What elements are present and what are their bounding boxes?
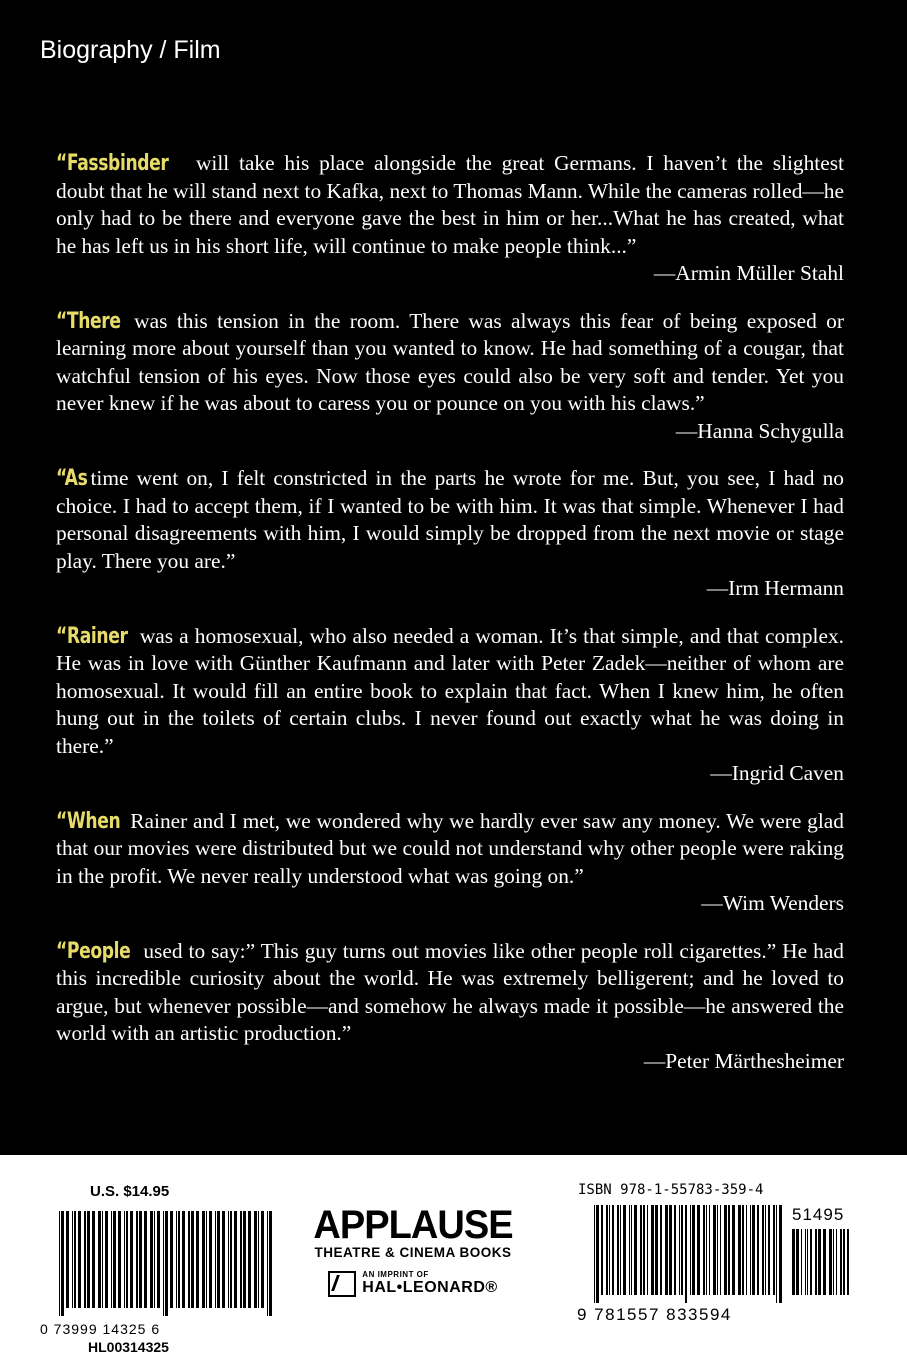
barcode-bar <box>154 1211 155 1308</box>
barcode-bar <box>623 1205 626 1295</box>
barcode-bar <box>776 1205 777 1303</box>
barcode-bar <box>810 1229 812 1295</box>
barcode-bar <box>240 1211 242 1308</box>
barcode-bar <box>643 1205 645 1295</box>
barcode-bar <box>717 1205 718 1295</box>
barcode-bar <box>709 1205 710 1295</box>
barcode-bar <box>258 1211 259 1308</box>
barcode-bar <box>768 1205 770 1295</box>
barcode-bar <box>606 1205 608 1295</box>
barcode-bar <box>191 1211 194 1308</box>
quote-block <box>56 938 844 1076</box>
barcode-bar <box>202 1211 205 1308</box>
quote-attribution: —Hanna Schygulla <box>675 418 844 443</box>
barcode-bar <box>267 1211 268 1316</box>
quote-attribution: —Peter Märthesheimer <box>643 1048 844 1073</box>
barcode-bar <box>612 1205 614 1295</box>
barcode-bar <box>157 1211 160 1308</box>
category-label: Biography / Film <box>40 36 221 64</box>
quote-attribution: —Irm Hermann <box>706 576 844 600</box>
quote-block <box>56 465 844 603</box>
barcode-bar <box>98 1211 101 1308</box>
barcode-bar <box>679 1205 680 1295</box>
barcode-bar <box>92 1211 95 1308</box>
barcode-bar <box>594 1205 595 1303</box>
barcode-bar <box>601 1205 603 1295</box>
barcode-bar <box>144 1211 147 1308</box>
barcode-bar <box>724 1205 727 1295</box>
barcode-bar <box>796 1229 799 1295</box>
barcode-bar <box>836 1229 837 1295</box>
quote-text: used to say:” This guy turns out movies like other people roll cigarettes.” He had this incredible curiosity about the world. He was extremely belligerent; and he loved to argue, but whenever possible—and somehow he always made it possible—he answered the world with an artistic production.” <box>56 938 844 1045</box>
barcode-bar <box>165 1211 168 1316</box>
barcode-bar <box>692 1205 695 1295</box>
barcode-bar <box>222 1211 225 1308</box>
barcode-bar <box>163 1211 164 1316</box>
quote-text: was this tension in the room. There was always this fear of being exposed or learning more about yourself than you wanted to know. He had something of a cougar, that watchful tension of his eyes. Now those eyes could also be very soft and tender. Yet you never knew if he was about to caress you or pounce on you with his claws.” <box>56 308 844 415</box>
barcode-bar <box>188 1211 190 1308</box>
imprint-of-label: AN IMPRINT OF <box>362 1270 429 1279</box>
barcode-bar <box>805 1229 806 1295</box>
addon-barcode <box>790 1229 854 1303</box>
barcode-bar <box>738 1205 741 1295</box>
isbn-label: ISBN 978-1-55783-359-4 <box>578 1182 764 1198</box>
barcode-bar <box>261 1211 264 1308</box>
barcode-bar <box>752 1205 755 1295</box>
barcode-bar <box>206 1211 207 1308</box>
barcode-bar <box>217 1211 220 1308</box>
barcode-bar <box>823 1229 826 1295</box>
quote-text: will take his place alongside the great Germans. I haven’t the slightest doubt that he will stand next to Kafka, next to Thomas Mann. While the cameras rolled—he only had to be there and everyone gave the best in him or her...What he has created, what he has left us in his short life, will continue to make people think...” <box>56 151 844 258</box>
upc-barcode <box>57 1211 272 1316</box>
barcode-bar <box>59 1211 60 1316</box>
barcode-bar <box>105 1211 108 1308</box>
quote-attribution: —Armin Müller Stahl <box>653 261 844 285</box>
quote-text: time went on, I felt constricted in the parts he wrote for me. But, you see, I had no choice. I had to accept them, if I wanted to be with him. It was that simple. Whenever I had personal disagreements with him, I would simply be dropped from the next movie or stage play. There you are.” <box>56 466 844 573</box>
barcode-bar <box>596 1205 599 1303</box>
quote-block <box>56 308 844 446</box>
barcode-bar <box>620 1205 621 1295</box>
barcode-bar <box>234 1211 237 1308</box>
item-code: HL00314325 <box>88 1339 169 1355</box>
upc-number: 0 73999 14325 6 <box>40 1321 161 1337</box>
barcode-bar <box>703 1205 705 1295</box>
barcode-bar <box>182 1211 185 1308</box>
quote-block <box>56 150 844 288</box>
barcode-bar <box>84 1211 86 1308</box>
quote-block <box>56 808 844 918</box>
addon-number: 51495 <box>792 1205 845 1224</box>
barcode-bar <box>651 1205 654 1295</box>
barcode-bar <box>640 1205 642 1295</box>
barcode-bar <box>243 1211 246 1308</box>
barcode-bar <box>665 1205 668 1295</box>
barcode-bar <box>757 1205 759 1295</box>
barcode-bar <box>228 1211 229 1308</box>
barcode-bar <box>847 1229 849 1295</box>
barcode-bar <box>833 1229 834 1295</box>
barcode-bar <box>178 1211 180 1308</box>
quote-lead-word: “Fassbinder <box>56 151 169 176</box>
barcode-bar <box>170 1211 173 1308</box>
barcode-bar <box>136 1211 138 1308</box>
isbn-barcode <box>592 1205 782 1303</box>
quote-lead-word: “When <box>56 808 121 834</box>
barcode-bar <box>762 1205 764 1295</box>
hal-leonard-logo-icon <box>328 1271 356 1297</box>
barcode-bar <box>230 1211 232 1308</box>
barcode-bar <box>102 1211 103 1308</box>
barcode-bar <box>674 1205 676 1295</box>
publisher-name: APPLAUSE <box>313 1203 513 1247</box>
barcode-bar <box>713 1205 716 1295</box>
barcode-bar <box>801 1229 802 1295</box>
barcode-bar <box>655 1205 658 1295</box>
barcode-bar <box>706 1205 707 1295</box>
barcode-bar <box>269 1211 272 1316</box>
barcode-bar <box>807 1229 808 1295</box>
imprint <box>300 1270 526 1297</box>
barcode-bar <box>634 1205 637 1295</box>
quote-lead-word: “Rainer <box>56 623 128 649</box>
barcode-bar <box>669 1205 672 1295</box>
barcode-bar <box>617 1205 619 1295</box>
publisher-logo <box>300 1205 526 1297</box>
barcode-bar <box>779 1205 782 1303</box>
quote-attribution: —Ingrid Caven <box>710 761 844 785</box>
publisher-subtitle: THEATRE & CINEMA BOOKS <box>314 1245 512 1260</box>
barcode-bar <box>765 1205 766 1295</box>
barcode-bar <box>720 1205 721 1295</box>
barcode-bar <box>113 1211 116 1308</box>
barcode-bar <box>196 1211 199 1308</box>
quote-lead-word: “As <box>56 466 88 491</box>
barcode-bar <box>72 1211 73 1308</box>
price-label: U.S. $14.95 <box>90 1183 170 1200</box>
barcode-bar <box>609 1205 610 1295</box>
barcode-bar <box>690 1205 691 1295</box>
barcode-bar <box>829 1229 832 1295</box>
barcode-bar <box>792 1229 795 1295</box>
barcode-bar <box>176 1211 177 1308</box>
ean-number: 9 781557 833594 <box>577 1305 732 1324</box>
barcode-bar <box>130 1211 133 1308</box>
barcode-bar <box>818 1229 821 1295</box>
barcode-bar <box>631 1205 632 1295</box>
barcode-panel <box>0 1155 907 1360</box>
barcode-bar <box>78 1211 81 1308</box>
barcode-bar <box>74 1211 76 1308</box>
barcode-bar <box>685 1205 687 1303</box>
imprint-name: HAL•LEONARD® <box>362 1279 498 1296</box>
barcode-bar <box>746 1205 747 1295</box>
barcode-bar <box>139 1211 142 1308</box>
quotes-section <box>56 150 844 1095</box>
quote-block <box>56 623 844 788</box>
barcode-bar <box>61 1211 64 1316</box>
barcode-bar <box>647 1205 648 1295</box>
quote-text: Rainer and I met, we wondered why we hardly ever saw any money. We were glad that our movies were distributed but we could not understand why other people were raking in the profit. We never really understood what was going on.” <box>56 808 844 888</box>
barcode-bar <box>843 1229 845 1295</box>
barcode-bar <box>728 1205 730 1295</box>
barcode-bar <box>773 1205 775 1295</box>
barcode-bar <box>629 1205 630 1295</box>
barcode-bar <box>840 1229 842 1295</box>
quote-attribution: —Wim Wenders <box>701 891 844 915</box>
barcode-bar <box>815 1229 817 1295</box>
barcode-bar <box>124 1211 125 1308</box>
barcode-bar <box>215 1211 216 1308</box>
barcode-bar <box>248 1211 251 1308</box>
quote-text: was a homosexual, who also needed a woman. It’s that simple, and that complex. He was in love with Günther Kaufmann and later with Peter Zadek—neither of whom are homosexual. It would fill an entire book to explain that fact. When I knew him, he often hung out in the toilets of certain clubs. I never found out exactly what he was doing in there.” <box>56 623 844 758</box>
quote-lead-word: “There <box>56 308 121 334</box>
barcode-bar <box>209 1211 212 1308</box>
barcode-bar <box>111 1211 112 1308</box>
barcode-bar <box>660 1205 662 1295</box>
barcode-bar <box>681 1205 683 1295</box>
barcode-bar <box>66 1211 69 1308</box>
barcode-bar <box>87 1211 90 1308</box>
barcode-bar <box>118 1211 121 1308</box>
barcode-bar <box>254 1211 257 1308</box>
barcode-bar <box>750 1205 751 1295</box>
barcode-bar <box>697 1205 700 1295</box>
barcode-bar <box>742 1205 744 1295</box>
barcode-bar <box>126 1211 128 1308</box>
quote-lead-word: “People <box>56 938 131 964</box>
barcode-bar <box>150 1211 153 1308</box>
barcode-bar <box>732 1205 735 1295</box>
